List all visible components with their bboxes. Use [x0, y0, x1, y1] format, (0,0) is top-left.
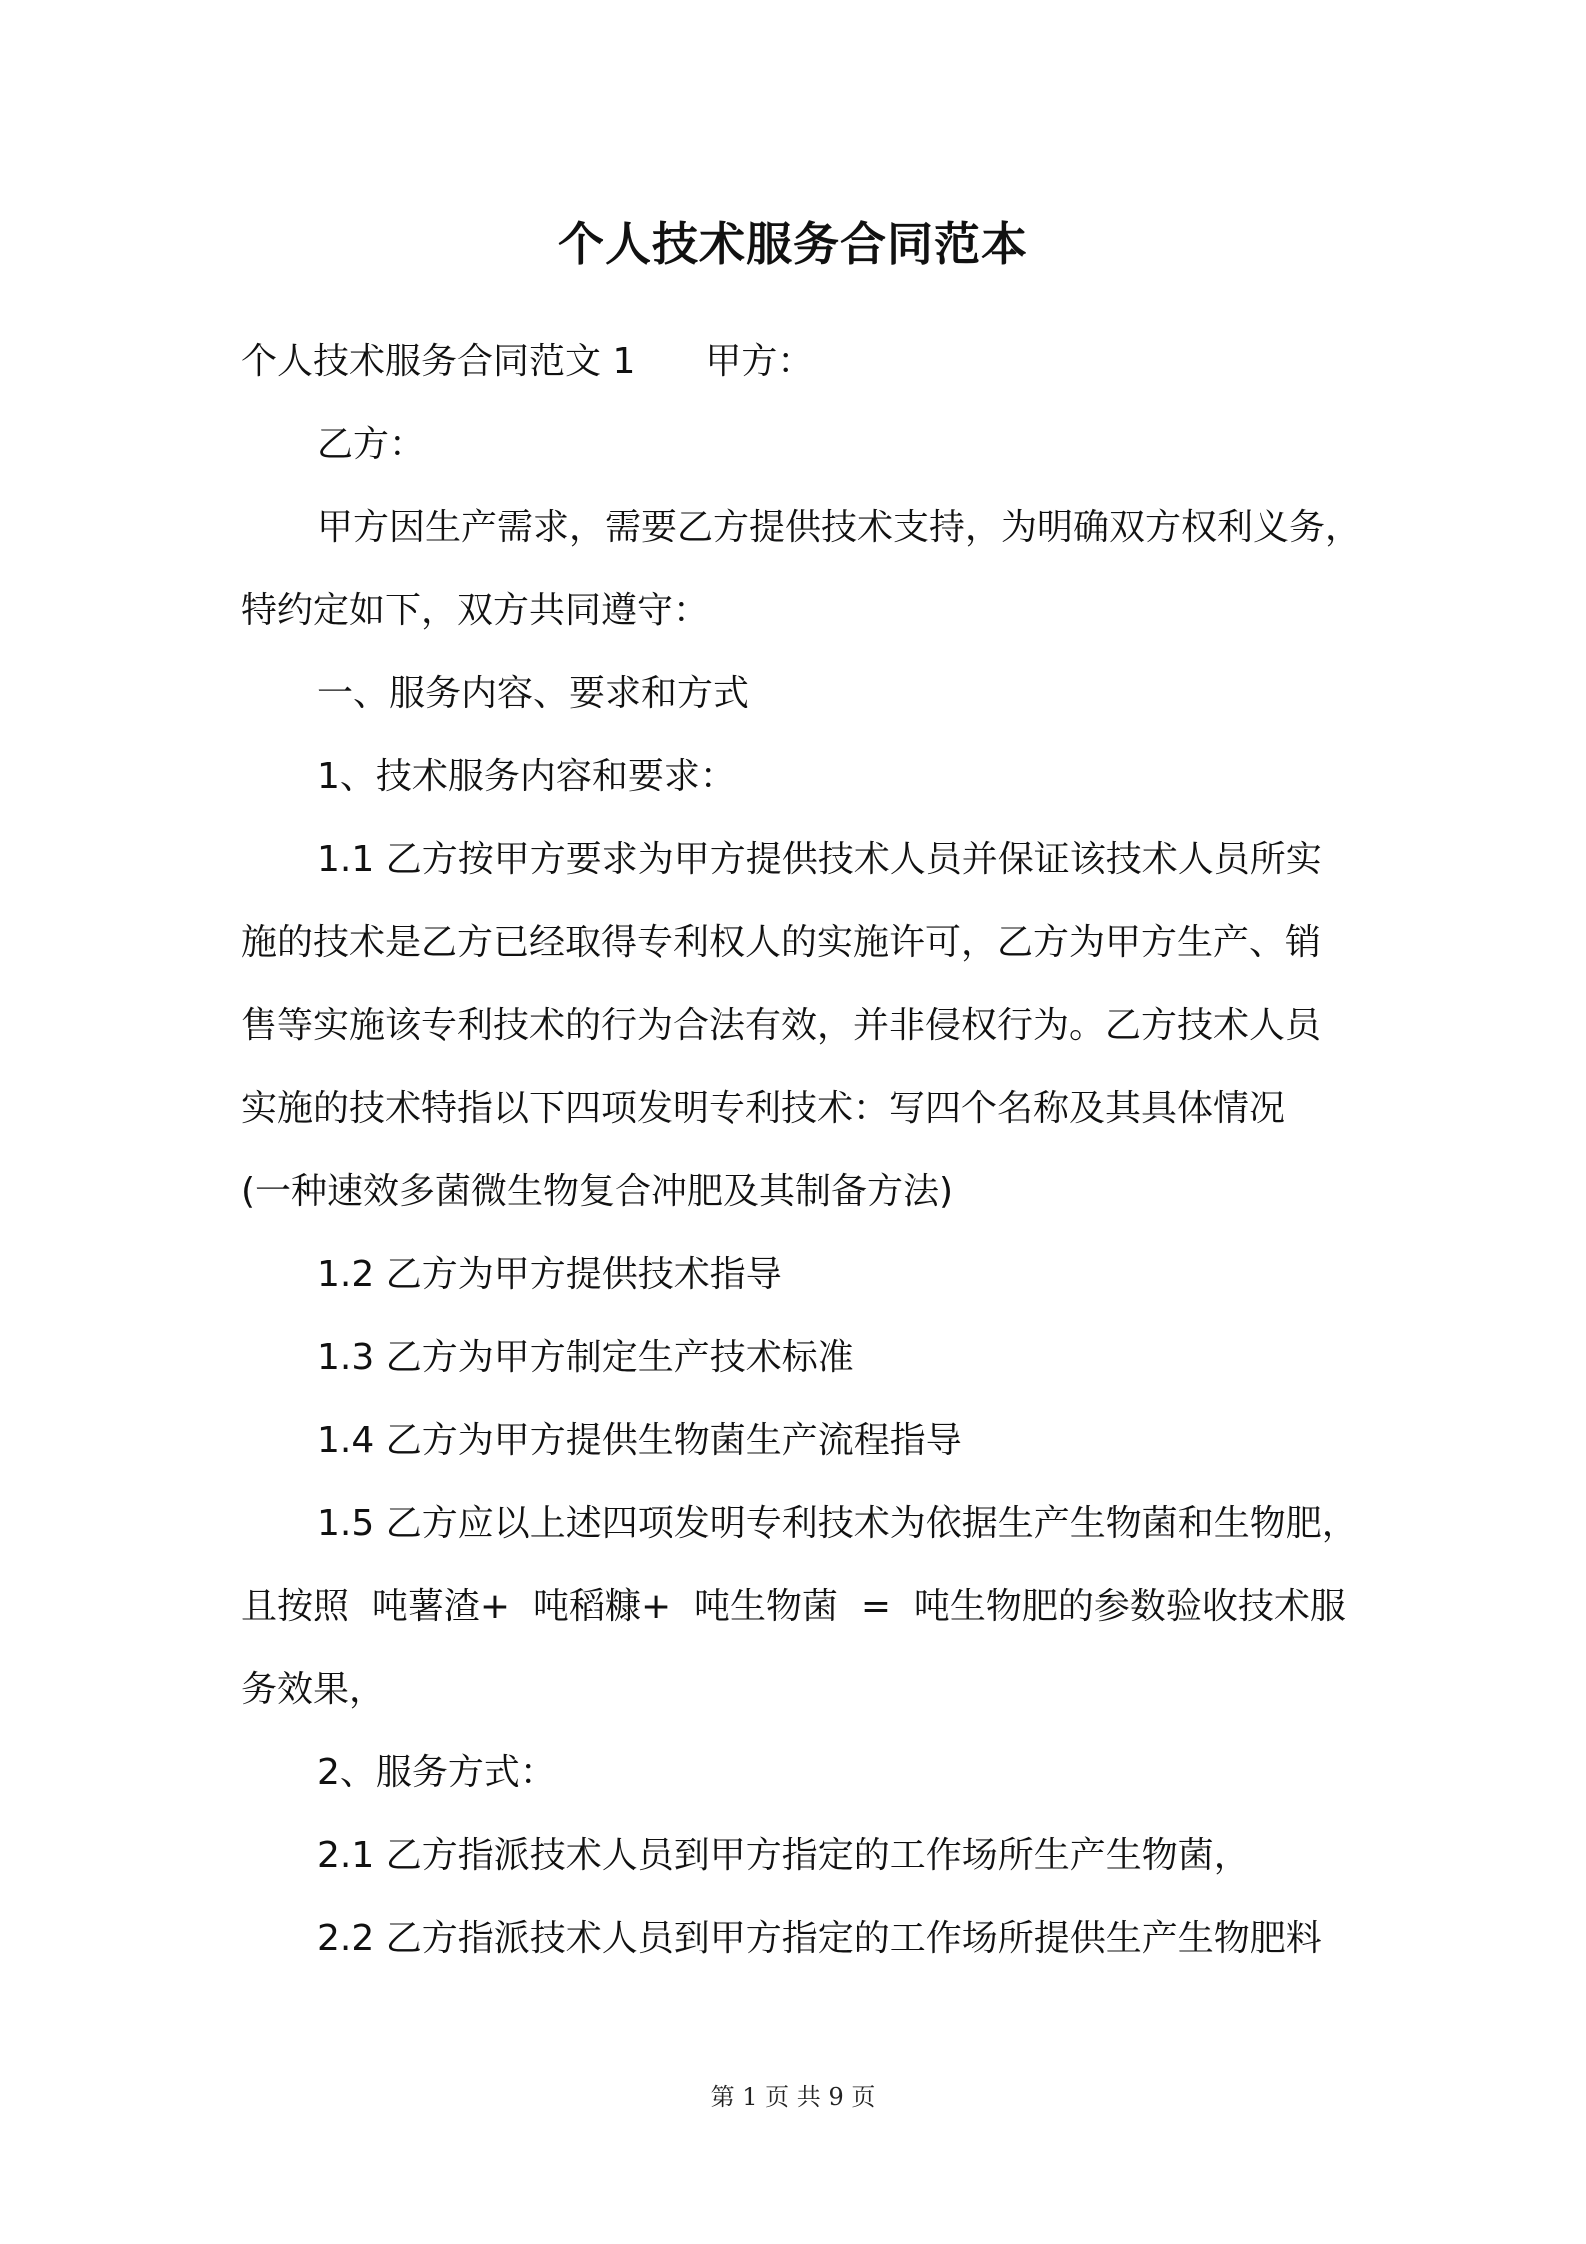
heading-line — [241, 320, 1361, 403]
paragraph-line: 售等实施该专利技术的行为合法有效，并非侵权行为。乙方技术人员 — [241, 1005, 1322, 1046]
paragraph-line: 1.1 乙方按甲方要求为甲方提供技术人员并保证该技术人员所实 — [317, 839, 1322, 880]
subsection-heading: 2、服务方式： — [317, 1752, 556, 1793]
document-title: 个人技术服务合同范本 — [558, 217, 1028, 271]
party-b-label: 乙方： — [317, 424, 426, 465]
clause-line: 1.3 乙方为甲方制定生产技术标准 — [317, 1337, 854, 1378]
clause-line: 2.1 乙方指派技术人员到甲方指定的工作场所生产生物菌， — [317, 1835, 1250, 1876]
paragraph-line: 特约定如下，双方共同遵守： — [241, 590, 710, 631]
paragraph-line: 且按照 吨薯渣+ 吨稻糠+ 吨生物菌 = 吨生物肥的参数验收技术服 — [241, 1586, 1346, 1627]
contract-subtitle: 个人技术服务合同范文 1 — [241, 341, 636, 382]
party-a-label: 甲方： — [705, 341, 814, 382]
document-body — [241, 320, 1361, 1980]
paragraph-line: 实施的技术特指以下四项发明专利技术：写四个名称及其具体情况 — [241, 1088, 1286, 1129]
paragraph-line: 1.5 乙方应以上述四项发明专利技术为依据生产生物菌和生物肥， — [317, 1503, 1358, 1544]
paragraph-line: 甲方因生产需求，需要乙方提供技术支持，为明确双方权利义务， — [317, 507, 1362, 548]
paragraph-line: 施的技术是乙方已经取得专利权人的实施许可，乙方为甲方生产、销 — [241, 922, 1322, 963]
clause-line: 2.2 乙方指派技术人员到甲方指定的工作场所提供生产生物肥料 — [317, 1918, 1322, 1959]
clause-line: 1.2 乙方为甲方提供技术指导 — [317, 1254, 782, 1295]
page-footer: 第 1 页 共 9 页 — [710, 2083, 876, 2111]
paragraph-line: 务效果， — [241, 1669, 386, 1710]
clause-line: 1.4 乙方为甲方提供生物菌生产流程指导 — [317, 1420, 962, 1461]
section-heading: 一、服务内容、要求和方式 — [317, 673, 750, 714]
paragraph-line: (一种速效多菌微生物复合冲肥及其制备方法) — [241, 1171, 954, 1212]
subsection-heading: 1、技术服务内容和要求： — [317, 756, 736, 797]
